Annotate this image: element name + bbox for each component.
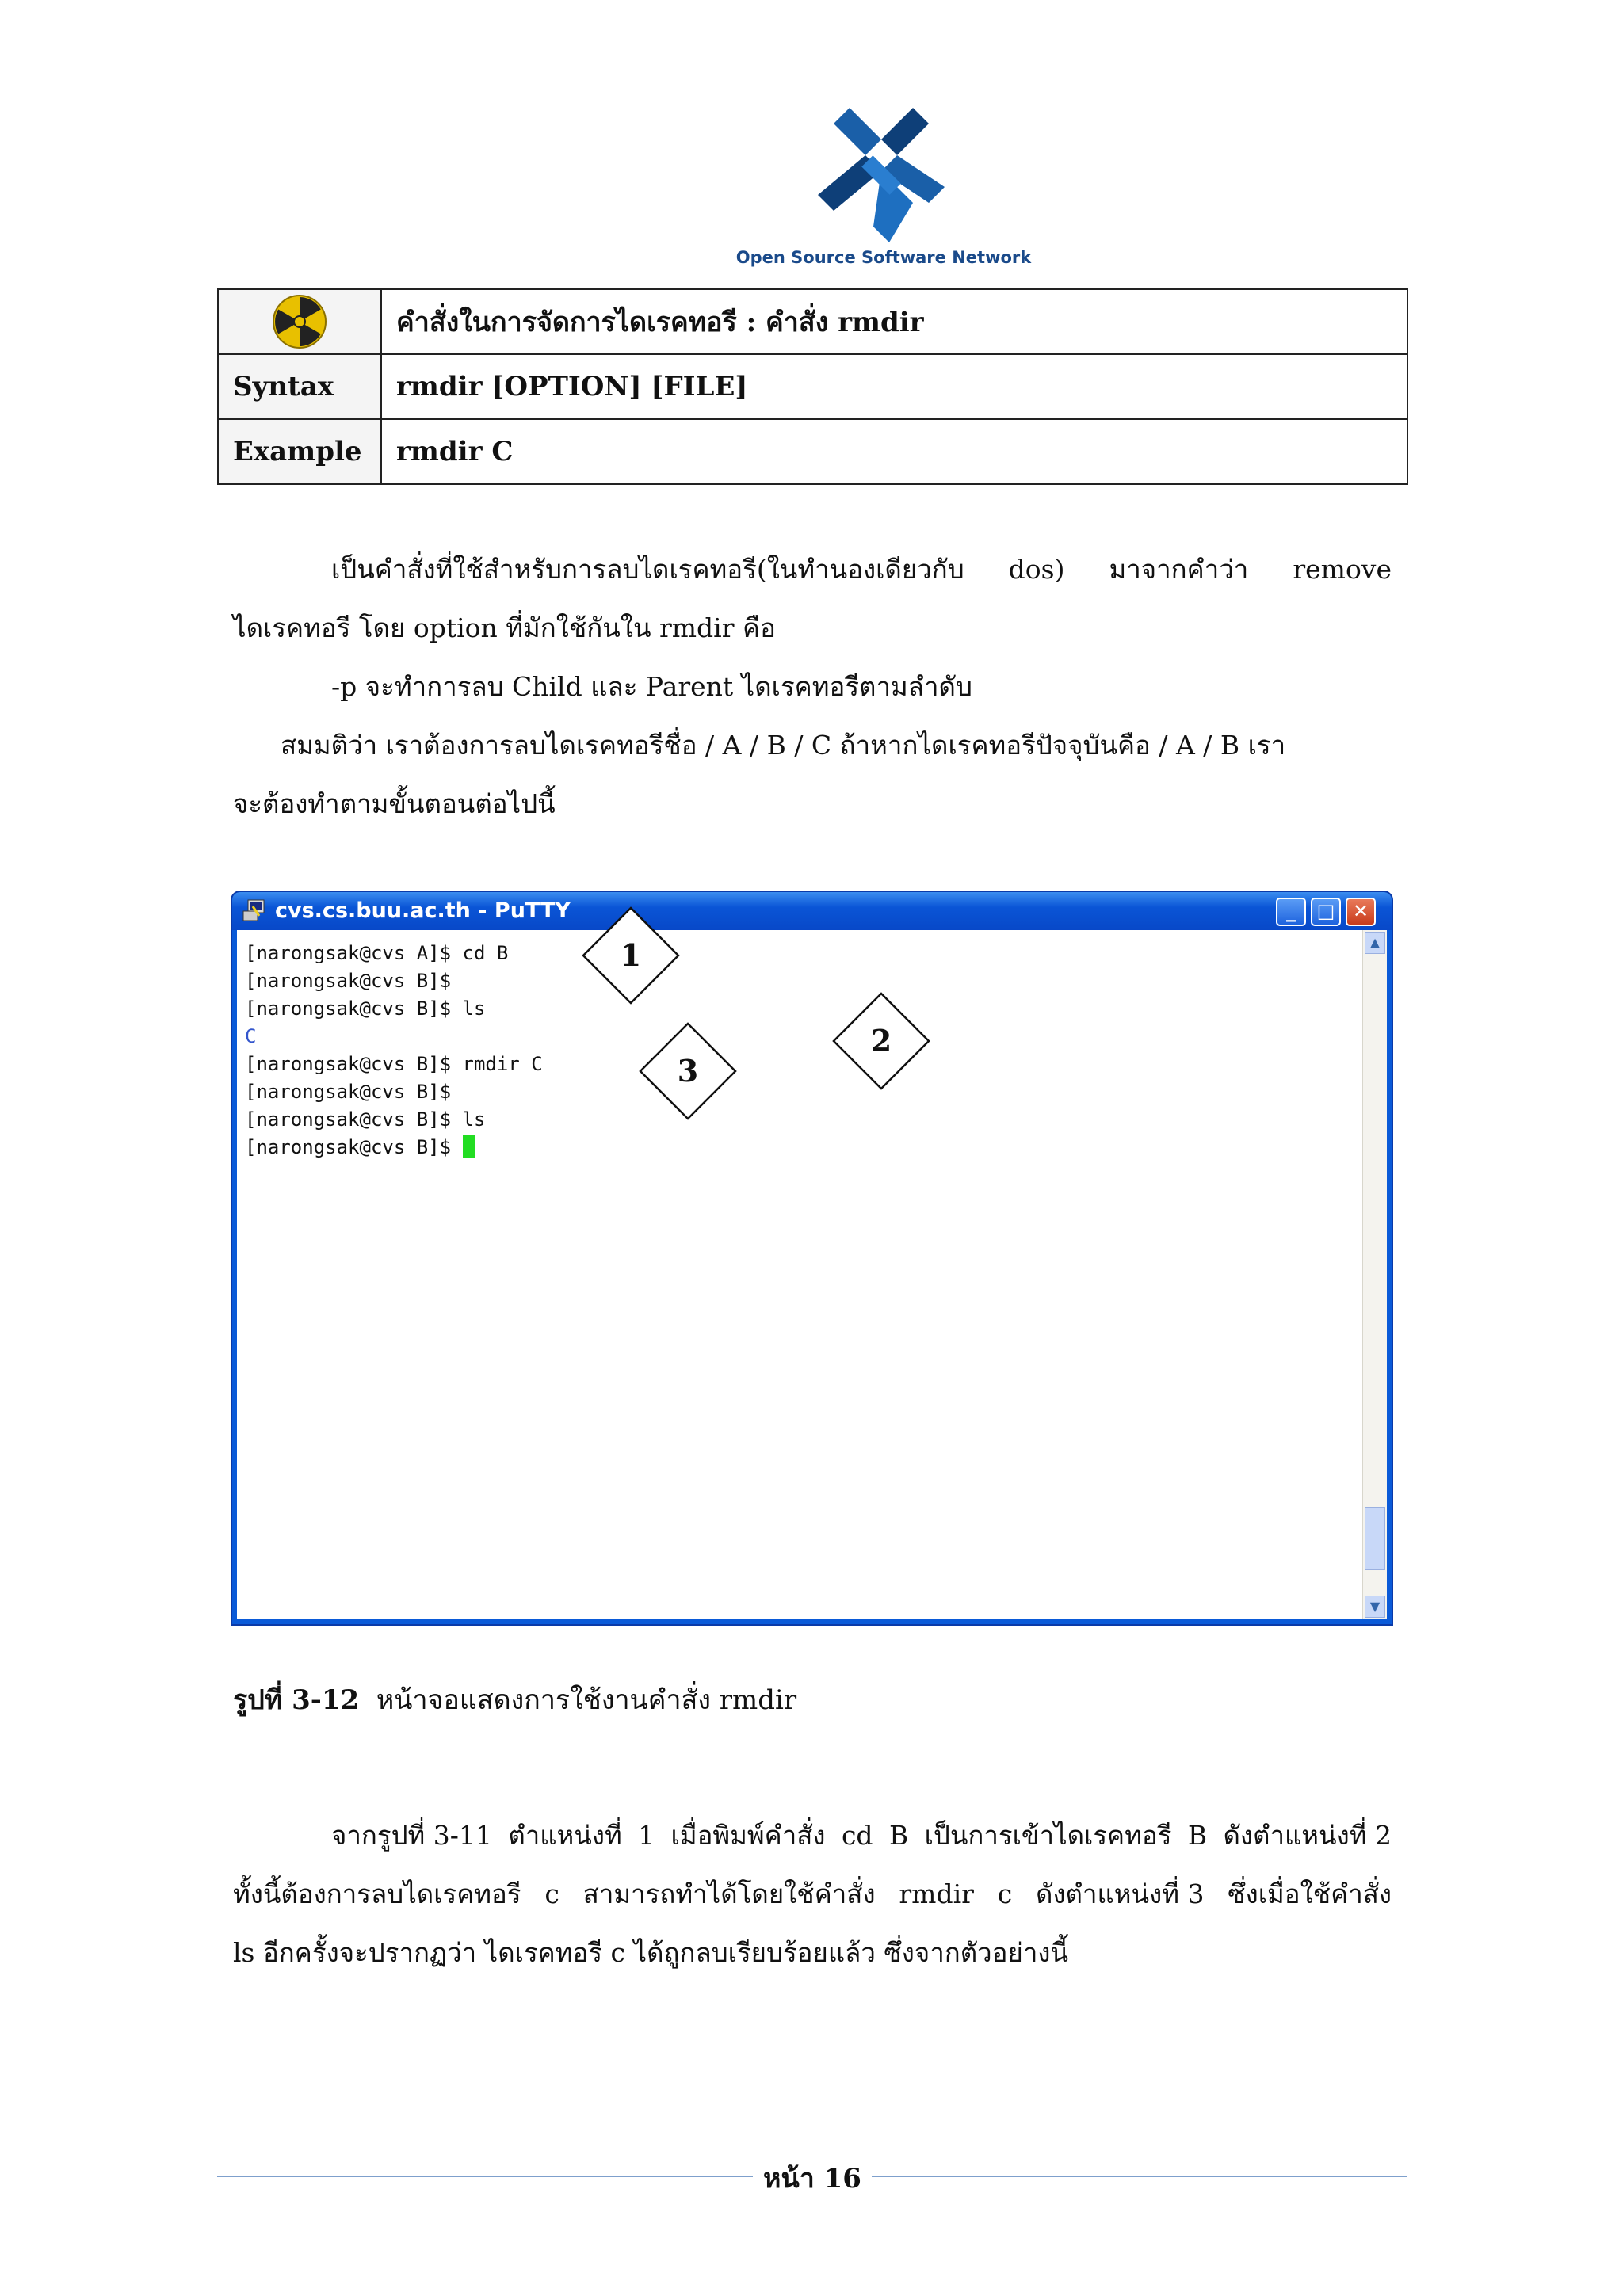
table-row [218,289,1407,354]
minimize-button[interactable]: _ [1276,898,1306,926]
terminal-line: [narongsak@cvs B]$ rmdir C [245,1053,543,1075]
close-button[interactable]: ✕ [1346,898,1376,926]
terminal-line: [narongsak@cvs B]$ [245,1081,452,1103]
terminal-line: [narongsak@cvs B]$ [245,1136,463,1158]
marker-3 [639,1022,737,1120]
explanation-text: B [1187,1820,1208,1851]
explanation-text: จากรูปที่ 3-11 [331,1820,492,1851]
putty-icon [242,898,267,924]
hazard-cell [218,289,381,354]
terminal-prompt-line [245,1134,543,1161]
terminal-line: [narongsak@cvs B]$ ls [245,997,486,1020]
page-number: หน้า 16 [763,2163,861,2195]
intro-line-1 [233,540,1392,599]
marker-label: 3 [677,1053,699,1089]
table-row [218,354,1407,419]
terminal-line: [narongsak@cvs A]$ cd B [245,942,509,964]
figure-caption-text: หน้าจอแสดงการใช้งานคำสั่ง rmdir [376,1684,797,1716]
marker-label: 2 [870,1023,892,1058]
explanation-text: ตำแหน่งที่ [508,1820,622,1851]
explanation-text: B [888,1820,909,1851]
explanation-text: เมื่อพิมพ์คำสั่ง [670,1820,826,1851]
table-row [218,419,1407,484]
figure-caption [233,1678,796,1721]
marker-2 [832,992,930,1090]
explanation-line-3: ls อีกครั้งจะปรากฏว่า ไดเรคทอรี c ได้ถูกลบเรียบร้อยแล้ว ซึ่งจากตัวอย่างนี้ [233,1937,1069,1968]
syntax-label: Syntax [218,354,381,419]
scroll-down-button[interactable]: ▼ [1365,1596,1385,1618]
vertical-scrollbar[interactable] [1362,930,1387,1619]
explanation-text: c [544,1878,559,1909]
example-value: rmdir C [381,419,1407,484]
terminal-line: [narongsak@cvs B]$ ls [245,1108,486,1131]
figure-number: รูปที่ 3-12 [233,1684,360,1716]
example-line-2: จะต้องทำตามขั้นตอนต่อไปนี้ [233,788,556,819]
explanation-text: c [997,1878,1013,1909]
pinwheel-logo-icon [802,92,960,250]
footer-divider [872,2176,1407,2177]
window-title: cvs.cs.buu.ac.th - PuTTY [275,898,571,923]
explanation-text: ดังตำแหน่งที่ 2 [1223,1820,1392,1851]
intro-text: มาจากคำว่า [1109,554,1249,585]
explanation-text: 1 [638,1820,655,1851]
title-bar[interactable] [232,892,1392,930]
command-title: คำสั่งในการจัดการไดเรคทอรี : คำสั่ง rmdir [381,289,1407,354]
terminal-line: C [245,1025,257,1047]
example-line-1: สมมติว่า เราต้องการลบไดเรคทอรีชื่อ / A / B / C ถ้าหากไดเรคทอรีปัจจุบันคือ / A / B เรา [281,730,1286,761]
explanation-text: cd [841,1820,873,1851]
example-label: Example [218,419,381,484]
terminal-line: [narongsak@cvs B]$ [245,970,452,992]
explanation-text: ทั้งนี้ต้องการลบไดเรคทอรี [233,1878,521,1909]
maximize-button[interactable]: □ [1311,898,1341,926]
intro-line-2: ไดเรคทอรี โดย option ที่มักใช้กันใน rmdir คือ [233,612,776,643]
explanation-text: ดังตำแหน่งที่ 3 [1036,1878,1205,1909]
explanation-text: สามารถทำได้โดยใช้คำสั่ง [582,1878,876,1909]
option-line: -p จะทำการลบ Child และ Parent ไดเรคทอรีตามลำดับ [331,671,972,702]
footer-divider [217,2176,753,2177]
scroll-thumb[interactable] [1365,1507,1385,1570]
explanation-line-2 [233,1865,1392,1924]
syntax-value: rmdir [OPTION] [FILE] [381,354,1407,419]
explanation-text: เป็นการเข้าไดเรคทอรี [924,1820,1172,1851]
terminal-area[interactable] [237,930,1387,1619]
logo-caption: Open Source Software Network [735,248,1032,267]
terminal-output [245,940,543,1161]
explanation-text: rmdir [899,1878,974,1909]
explanation-text: ซึ่งเมื่อใช้คำสั่ง [1228,1878,1392,1909]
marker-label: 1 [620,937,642,973]
command-table [217,288,1408,485]
scroll-up-button[interactable]: ▲ [1365,932,1385,954]
intro-text: remove [1293,554,1392,585]
intro-text: dos) [1008,554,1065,585]
terminal-cursor [463,1135,475,1158]
marker-1 [582,906,680,1005]
putty-window [232,892,1392,1624]
explanation-line-1 [233,1806,1392,1865]
hazard-icon [268,294,331,349]
oss-network-logo [713,86,1054,276]
intro-text: เป็นคำสั่งที่ใช้สำหรับการลบไดเรคทอรี(ในทำนองเดียวกับ [331,554,964,585]
